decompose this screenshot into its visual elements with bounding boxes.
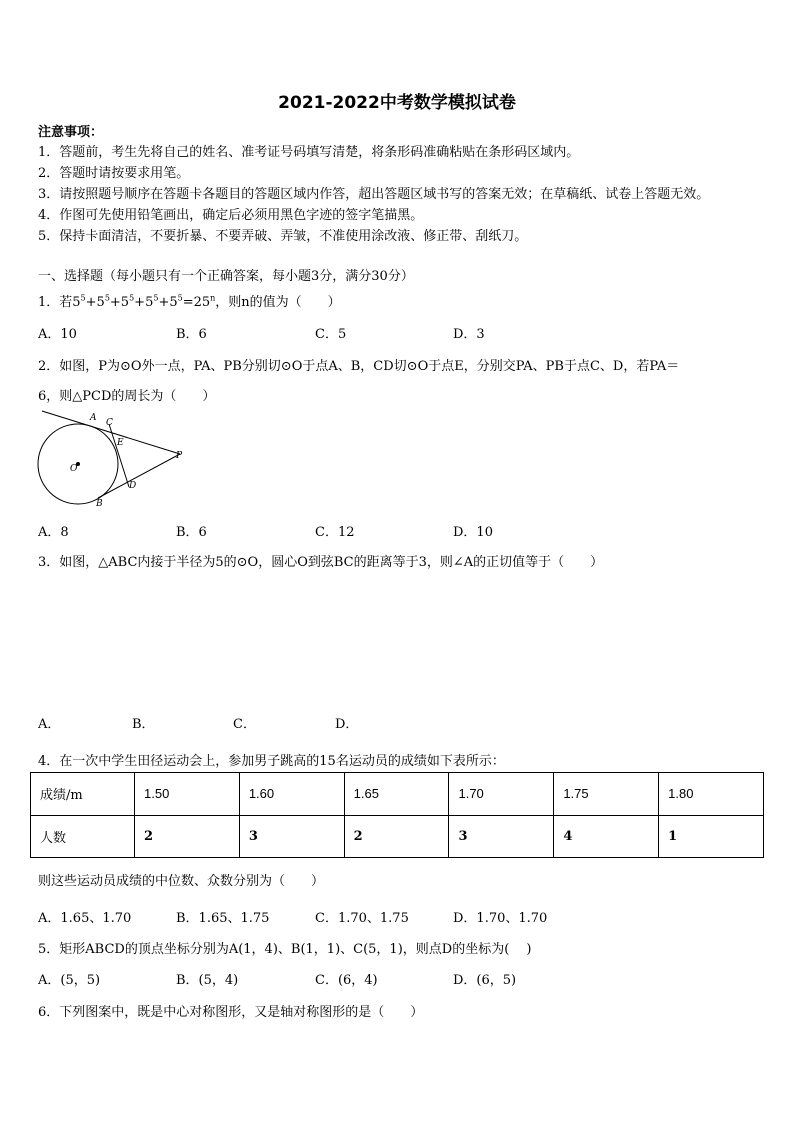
question-5-stem: 5．矩形ABCD的顶点坐标分别为A(1，4)、B(1，1)、C(5，1)，则点D的坐标为( )	[38, 942, 532, 957]
option-c: C．12	[315, 525, 355, 540]
table-cell: 1.60	[239, 773, 344, 816]
notice-heading: 注意事项：	[38, 125, 104, 140]
option-c: C．	[233, 717, 256, 732]
tangent-pb	[98, 454, 180, 498]
table-header-cell: 人数	[31, 815, 135, 858]
table-cell: 1.75	[554, 773, 659, 816]
option-d: D．	[335, 717, 359, 732]
option-a: A．8	[38, 525, 69, 540]
option-b: B．(5，4)	[176, 973, 239, 988]
label-o: O	[70, 464, 78, 474]
label-e: E	[117, 438, 124, 448]
table-cell: 1.80	[659, 773, 764, 816]
option-c: C．(6，4)	[315, 973, 378, 988]
question-6-stem: 6．下列图案中，既是中心对称图形，又是轴对称图形的是（ ）	[38, 1005, 424, 1020]
page-title: 2021-2022中考数学模拟试卷	[278, 93, 516, 113]
table-cell: 2	[135, 815, 240, 858]
option-c: C．5	[315, 327, 347, 342]
question-2-stem: 2．如图，P为⊙O外一点，PA、PB分别切⊙O于点A、B，CD切⊙O于点E，分别交PA、PB于点C、D，若PA＝	[38, 359, 680, 374]
tangent-circle-figure	[30, 408, 200, 516]
notice-item: 4．作图可先使用铅笔画出，确定后必须用黑色字迹的签字笔描黑。	[38, 208, 424, 223]
tangent-cd	[109, 424, 129, 487]
option-d: D．3	[453, 327, 485, 342]
table-cell: 2	[344, 815, 449, 858]
option-c: C．1.70、1.75	[315, 911, 409, 926]
question-4-question: 则这些运动员成绩的中位数、众数分别为（ ）	[38, 874, 325, 889]
label-c: C	[106, 418, 113, 428]
table-header-cell: 成绩/m	[31, 773, 135, 816]
option-d: D．(6，5)	[453, 973, 517, 988]
table-cell: 4	[554, 815, 659, 858]
label-a: A	[90, 413, 97, 423]
table-cell: 1	[659, 815, 764, 858]
option-a: A．	[38, 717, 61, 732]
option-b: B．1.65、1.75	[176, 911, 270, 926]
section-heading: 一、选择题（每小题只有一个正确答案，每小题3分，满分30分）	[38, 269, 414, 284]
option-a: A．1.65、1.70	[38, 911, 132, 926]
option-d: D．1.70、1.70	[453, 911, 548, 926]
option-b: B．	[132, 717, 155, 732]
option-b: B．6	[176, 327, 207, 342]
notice-item: 3．请按照题号顺序在答题卡各题目的答题区域内作答，超出答题区域书写的答案无效；在草稿纸、试卷上答题无效。	[38, 187, 710, 202]
option-b: B．6	[176, 525, 207, 540]
question-4-stem: 4．在一次中学生田径运动会上，参加男子跳高的15名运动员的成绩如下表所示：	[38, 754, 505, 769]
label-b: B	[96, 499, 103, 509]
table-cell: 3	[239, 815, 344, 858]
table-cell: 3	[449, 815, 554, 858]
table-row	[31, 773, 764, 816]
question-2-stem-cont: 6，则△PCD的周长为（ ）	[38, 389, 216, 404]
option-a: A．10	[38, 327, 77, 342]
label-d: D	[129, 481, 137, 491]
table-cell: 1.70	[449, 773, 554, 816]
score-table	[30, 772, 764, 858]
option-d: D．10	[453, 525, 493, 540]
table-row	[31, 815, 764, 858]
notice-item: 5．保持卡面清洁，不要折暴、不要弄破、弄皱，不准使用涂改液、修正带、刮纸刀。	[38, 229, 528, 244]
option-a: A．(5，5)	[38, 973, 101, 988]
table-cell: 1.50	[135, 773, 240, 816]
table-cell: 1.65	[344, 773, 449, 816]
label-p: P	[176, 451, 183, 461]
question-1-stem: 1．若$5^5+5^5+5^5+5^5+5^5=25^n$，则n的值为（ ）	[38, 293, 341, 310]
notice-item: 2．答题时请按要求用笔。	[38, 166, 190, 181]
notice-item: 1．答题前，考生先将自己的姓名、准考证号码填写清楚，将条形码准确粘贴在条形码区域内。	[38, 145, 580, 160]
question-3-stem: 3．如图，△ABC内接于半径为5的⊙O，圆心O到弦BC的距离等于3，则∠A的正切值等于（ ）	[38, 555, 604, 570]
